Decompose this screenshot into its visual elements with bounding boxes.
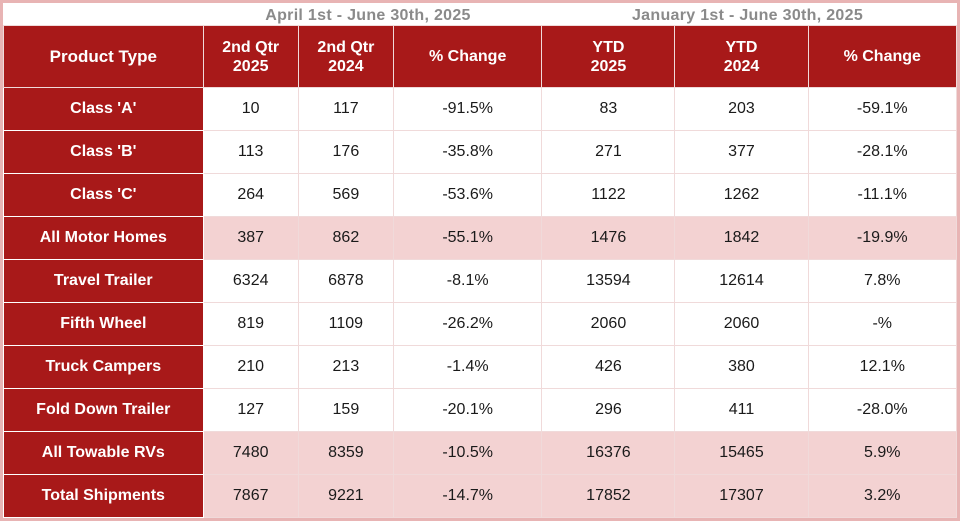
cell-q2-2025: 264 [203,174,298,217]
cell-ytd-2025: 13594 [542,260,675,303]
row-label: Truck Campers [4,346,204,389]
cell-ytd-2024: 377 [675,131,808,174]
cell-pct-change-ytd: -11.1% [808,174,956,217]
cell-pct-change-quarter: -8.1% [393,260,541,303]
table-row [4,389,957,432]
table-head [4,26,957,88]
cell-pct-change-quarter: -26.2% [393,303,541,346]
cell-q2-2025: 210 [203,346,298,389]
table-row [4,174,957,217]
cell-pct-change-ytd: -28.1% [808,131,956,174]
cell-ytd-2024: 203 [675,88,808,131]
cell-q2-2025: 10 [203,88,298,131]
table-row [4,432,957,475]
cell-pct-change-quarter: -10.5% [393,432,541,475]
cell-pct-change-ytd: -59.1% [808,88,956,131]
row-label: All Motor Homes [4,217,204,260]
table-row [4,260,957,303]
cell-ytd-2024: 380 [675,346,808,389]
cell-pct-change-ytd: -28.0% [808,389,956,432]
cell-q2-2025: 387 [203,217,298,260]
table-row [4,131,957,174]
cell-pct-change-quarter: -91.5% [393,88,541,131]
cell-pct-change-ytd: -19.9% [808,217,956,260]
cell-q2-2025: 6324 [203,260,298,303]
cell-q2-2024: 1109 [298,303,393,346]
row-label: Total Shipments [4,475,204,518]
row-label: Fifth Wheel [4,303,204,346]
column-header-pct-change-ytd: % Change [808,26,956,88]
cell-ytd-2025: 17852 [542,475,675,518]
cell-q2-2024: 6878 [298,260,393,303]
cell-ytd-2025: 1476 [542,217,675,260]
column-header-ytd-2025 [542,26,675,88]
cell-q2-2024: 176 [298,131,393,174]
cell-pct-change-quarter: -20.1% [393,389,541,432]
cell-ytd-2024: 15465 [675,432,808,475]
cell-q2-2025: 7867 [203,475,298,518]
column-header-ytd-2024-line2: 2024 [723,57,760,75]
table-row [4,303,957,346]
table-body [4,88,957,518]
cell-q2-2024: 8359 [298,432,393,475]
cell-ytd-2025: 271 [542,131,675,174]
cell-ytd-2024: 1262 [675,174,808,217]
cell-ytd-2025: 83 [542,88,675,131]
column-header-q2-2025-line2: 2025 [232,57,269,75]
cell-pct-change-ytd: 12.1% [808,346,956,389]
column-header-q2-2024 [298,26,393,88]
cell-q2-2024: 213 [298,346,393,389]
cell-pct-change-quarter: -35.8% [393,131,541,174]
column-header-q2-2024-line2: 2024 [328,57,364,75]
cell-pct-change-quarter: -53.6% [393,174,541,217]
ytd-period-label: January 1st - June 30th, 2025 [631,7,864,24]
row-label: All Towable RVs [4,432,204,475]
cell-pct-change-ytd: 3.2% [808,475,956,518]
cell-ytd-2024: 12614 [675,260,808,303]
column-header-ytd-2025-line1: YTD [592,38,625,56]
cell-q2-2024: 9221 [298,475,393,518]
cell-q2-2024: 862 [298,217,393,260]
column-header-q2-2024-line1: 2nd Qtr [317,38,375,56]
column-header-ytd-2024-line1: YTD [725,38,758,56]
cell-q2-2025: 819 [203,303,298,346]
cell-pct-change-ytd: -% [808,303,956,346]
quarter-period-label: April 1st - June 30th, 2025 [265,7,471,24]
cell-ytd-2025: 426 [542,346,675,389]
cell-q2-2024: 569 [298,174,393,217]
table-row [4,475,957,518]
cell-ytd-2025: 2060 [542,303,675,346]
cell-ytd-2025: 296 [542,389,675,432]
column-header-product-type: Product Type [4,26,204,88]
column-header-q2-2025 [203,26,298,88]
cell-q2-2025: 113 [203,131,298,174]
cell-q2-2025: 7480 [203,432,298,475]
table-row [4,217,957,260]
row-label: Class 'A' [4,88,204,131]
period-header-row [3,3,957,25]
table-header-row [4,26,957,88]
cell-ytd-2024: 1842 [675,217,808,260]
rv-shipments-table [3,25,957,518]
cell-ytd-2024: 411 [675,389,808,432]
row-label: Fold Down Trailer [4,389,204,432]
cell-pct-change-quarter: -14.7% [393,475,541,518]
cell-pct-change-quarter: -55.1% [393,217,541,260]
cell-ytd-2024: 17307 [675,475,808,518]
row-label: Class 'C' [4,174,204,217]
table-row [4,346,957,389]
cell-pct-change-quarter: -1.4% [393,346,541,389]
row-label: Class 'B' [4,131,204,174]
cell-pct-change-ytd: 5.9% [808,432,956,475]
column-header-ytd-2025-line2: 2025 [590,57,627,75]
column-header-pct-change-quarter: % Change [393,26,541,88]
column-header-q2-2025-line1: 2nd Qtr [222,38,280,56]
cell-q2-2025: 127 [203,389,298,432]
column-header-ytd-2024 [675,26,808,88]
cell-q2-2024: 159 [298,389,393,432]
cell-ytd-2025: 16376 [542,432,675,475]
cell-ytd-2024: 2060 [675,303,808,346]
cell-pct-change-ytd: 7.8% [808,260,956,303]
cell-ytd-2025: 1122 [542,174,675,217]
table-row [4,88,957,131]
cell-q2-2024: 117 [298,88,393,131]
row-label: Travel Trailer [4,260,204,303]
